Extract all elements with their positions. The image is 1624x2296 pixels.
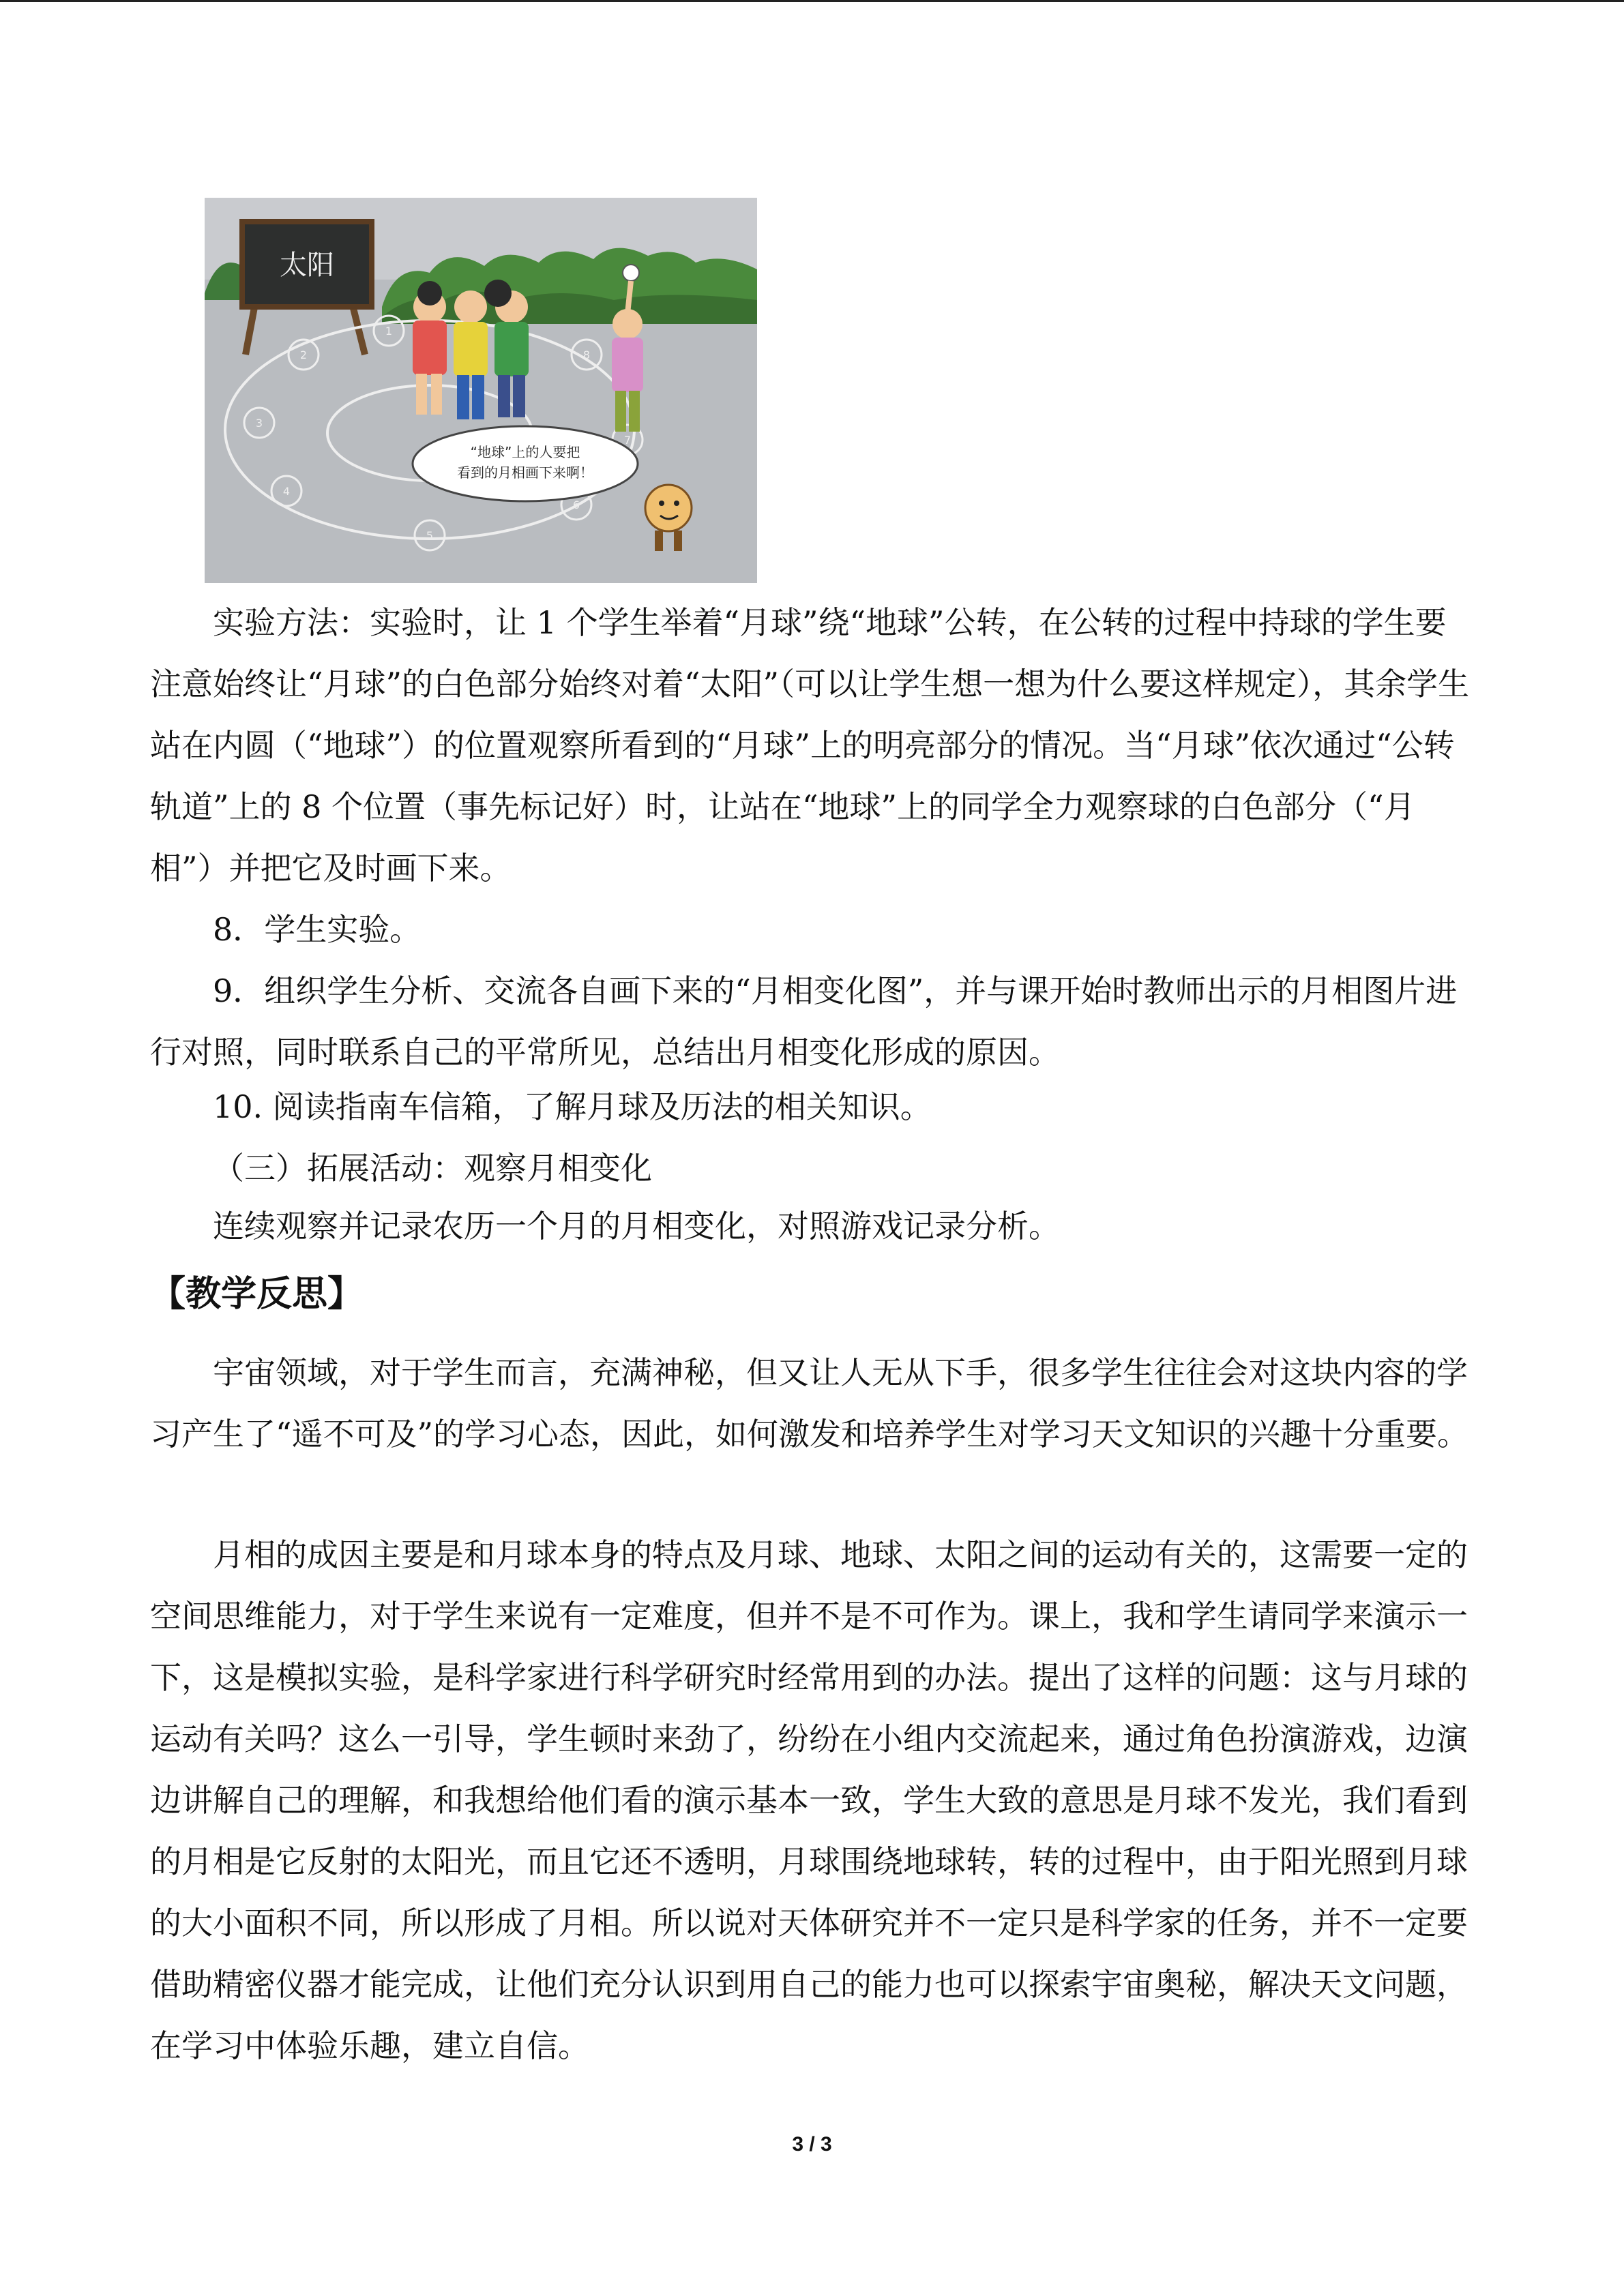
paragraph-step-9: 9．组织学生分析、交流各自画下来的“月相变化图”，并与课开始时教师出示的月相图片进行对照，同时联系自己的平常所见，总结出月相变化形成的原因。: [150, 972, 1458, 1071]
orbit-number: 5: [426, 529, 434, 542]
paragraph-step-10: 10. 阅读指南车信箱，了解月球及历法的相关知识。: [213, 1088, 932, 1125]
extension-activity-title: （三）拓展活动：观察月相变化: [213, 1150, 652, 1187]
moon-phase-experiment-illustration: [205, 198, 757, 583]
orbit-number: 7: [623, 434, 632, 447]
paragraph-reflection-2: 月相的成因主要是和月球本身的特点及月球、地球、太阳之间的运动有关的，这需要一定的空间思维能力，对于学生来说有一定难度，但并不是不可作为。课上，我和学生请同学来演示一下，这是模拟实验，是科学家进行科学研究时经常用到的办法。提出了这样的问题：这与月球的运动有关吗？这么一引导，学生顿时来劲了，纷纷在小组内交流起来，通过角色扮演游戏，边演边讲解自己的理解，和我想给他们看的演示基本一致，学生大致的意思是月球不发光，我们看到的月相是它反射的太阳光，而且它还不透明，月球围绕地球转，转的过程中，由于阳光照到月球的大小面积不同，所以形成了月相。所以说对天体研究并不一定只是科学家的任务，并不一定要借助精密仪器才能完成，让他们充分认识到用自己的能力也可以探索宇宙奥秘，解决天文问题，在学习中体验乐趣，建立自信。: [150, 1536, 1468, 2064]
top-border: [0, 0, 1624, 2]
bubble-line-1: “地球”上的人要把: [470, 444, 580, 460]
orbit-number: 8: [582, 348, 591, 361]
bubble-line-2: 看到的月相画下来啊！: [457, 464, 593, 481]
paragraph-step-8: 8．学生实验。: [213, 911, 422, 948]
orbit-number: 4: [282, 485, 291, 498]
orbit-number: 6: [572, 498, 580, 511]
orbit-number: 1: [385, 325, 393, 338]
orbit-number: 2: [299, 348, 308, 361]
paragraph-extension-activity: 连续观察并记录农历一个月的月相变化，对照游戏记录分析。: [213, 1208, 1060, 1244]
orbit-number: 3: [255, 417, 263, 430]
teaching-reflection-heading: 【教学反思】: [150, 1274, 364, 1315]
paragraph-reflection-1: 宇宙领域，对于学生而言，充满神秘，但又让人无从下手，很多学生往往会对这块内容的学习产生了“遥不可及”的学习心态，因此，如何激发和培养学生对学习天文知识的兴趣十分重要。: [150, 1354, 1469, 1452]
speech-bubble: [413, 426, 638, 501]
page-number: 3 / 3: [792, 2133, 832, 2156]
paragraph-experiment-method: 实验方法：实验时，让 1 个学生举着“月球”绕“地球”公转，在公转的过程中持球的学生要注意始终让“月球”的白色部分始终对着“太阳”（可以让学生想一想为什么要这样规定），其余学生站在内圆（“地球”）的位置观察所看到的“月球”上的明亮部分的情况。当“月球”依次通过“公转轨道”上的 8 个位置（事先标记好）时，让站在“地球”上的同学全力观察球的白色部分（“月相”）并把它及时画下来。: [150, 604, 1470, 886]
sun-sign-text: 太阳: [280, 250, 334, 281]
